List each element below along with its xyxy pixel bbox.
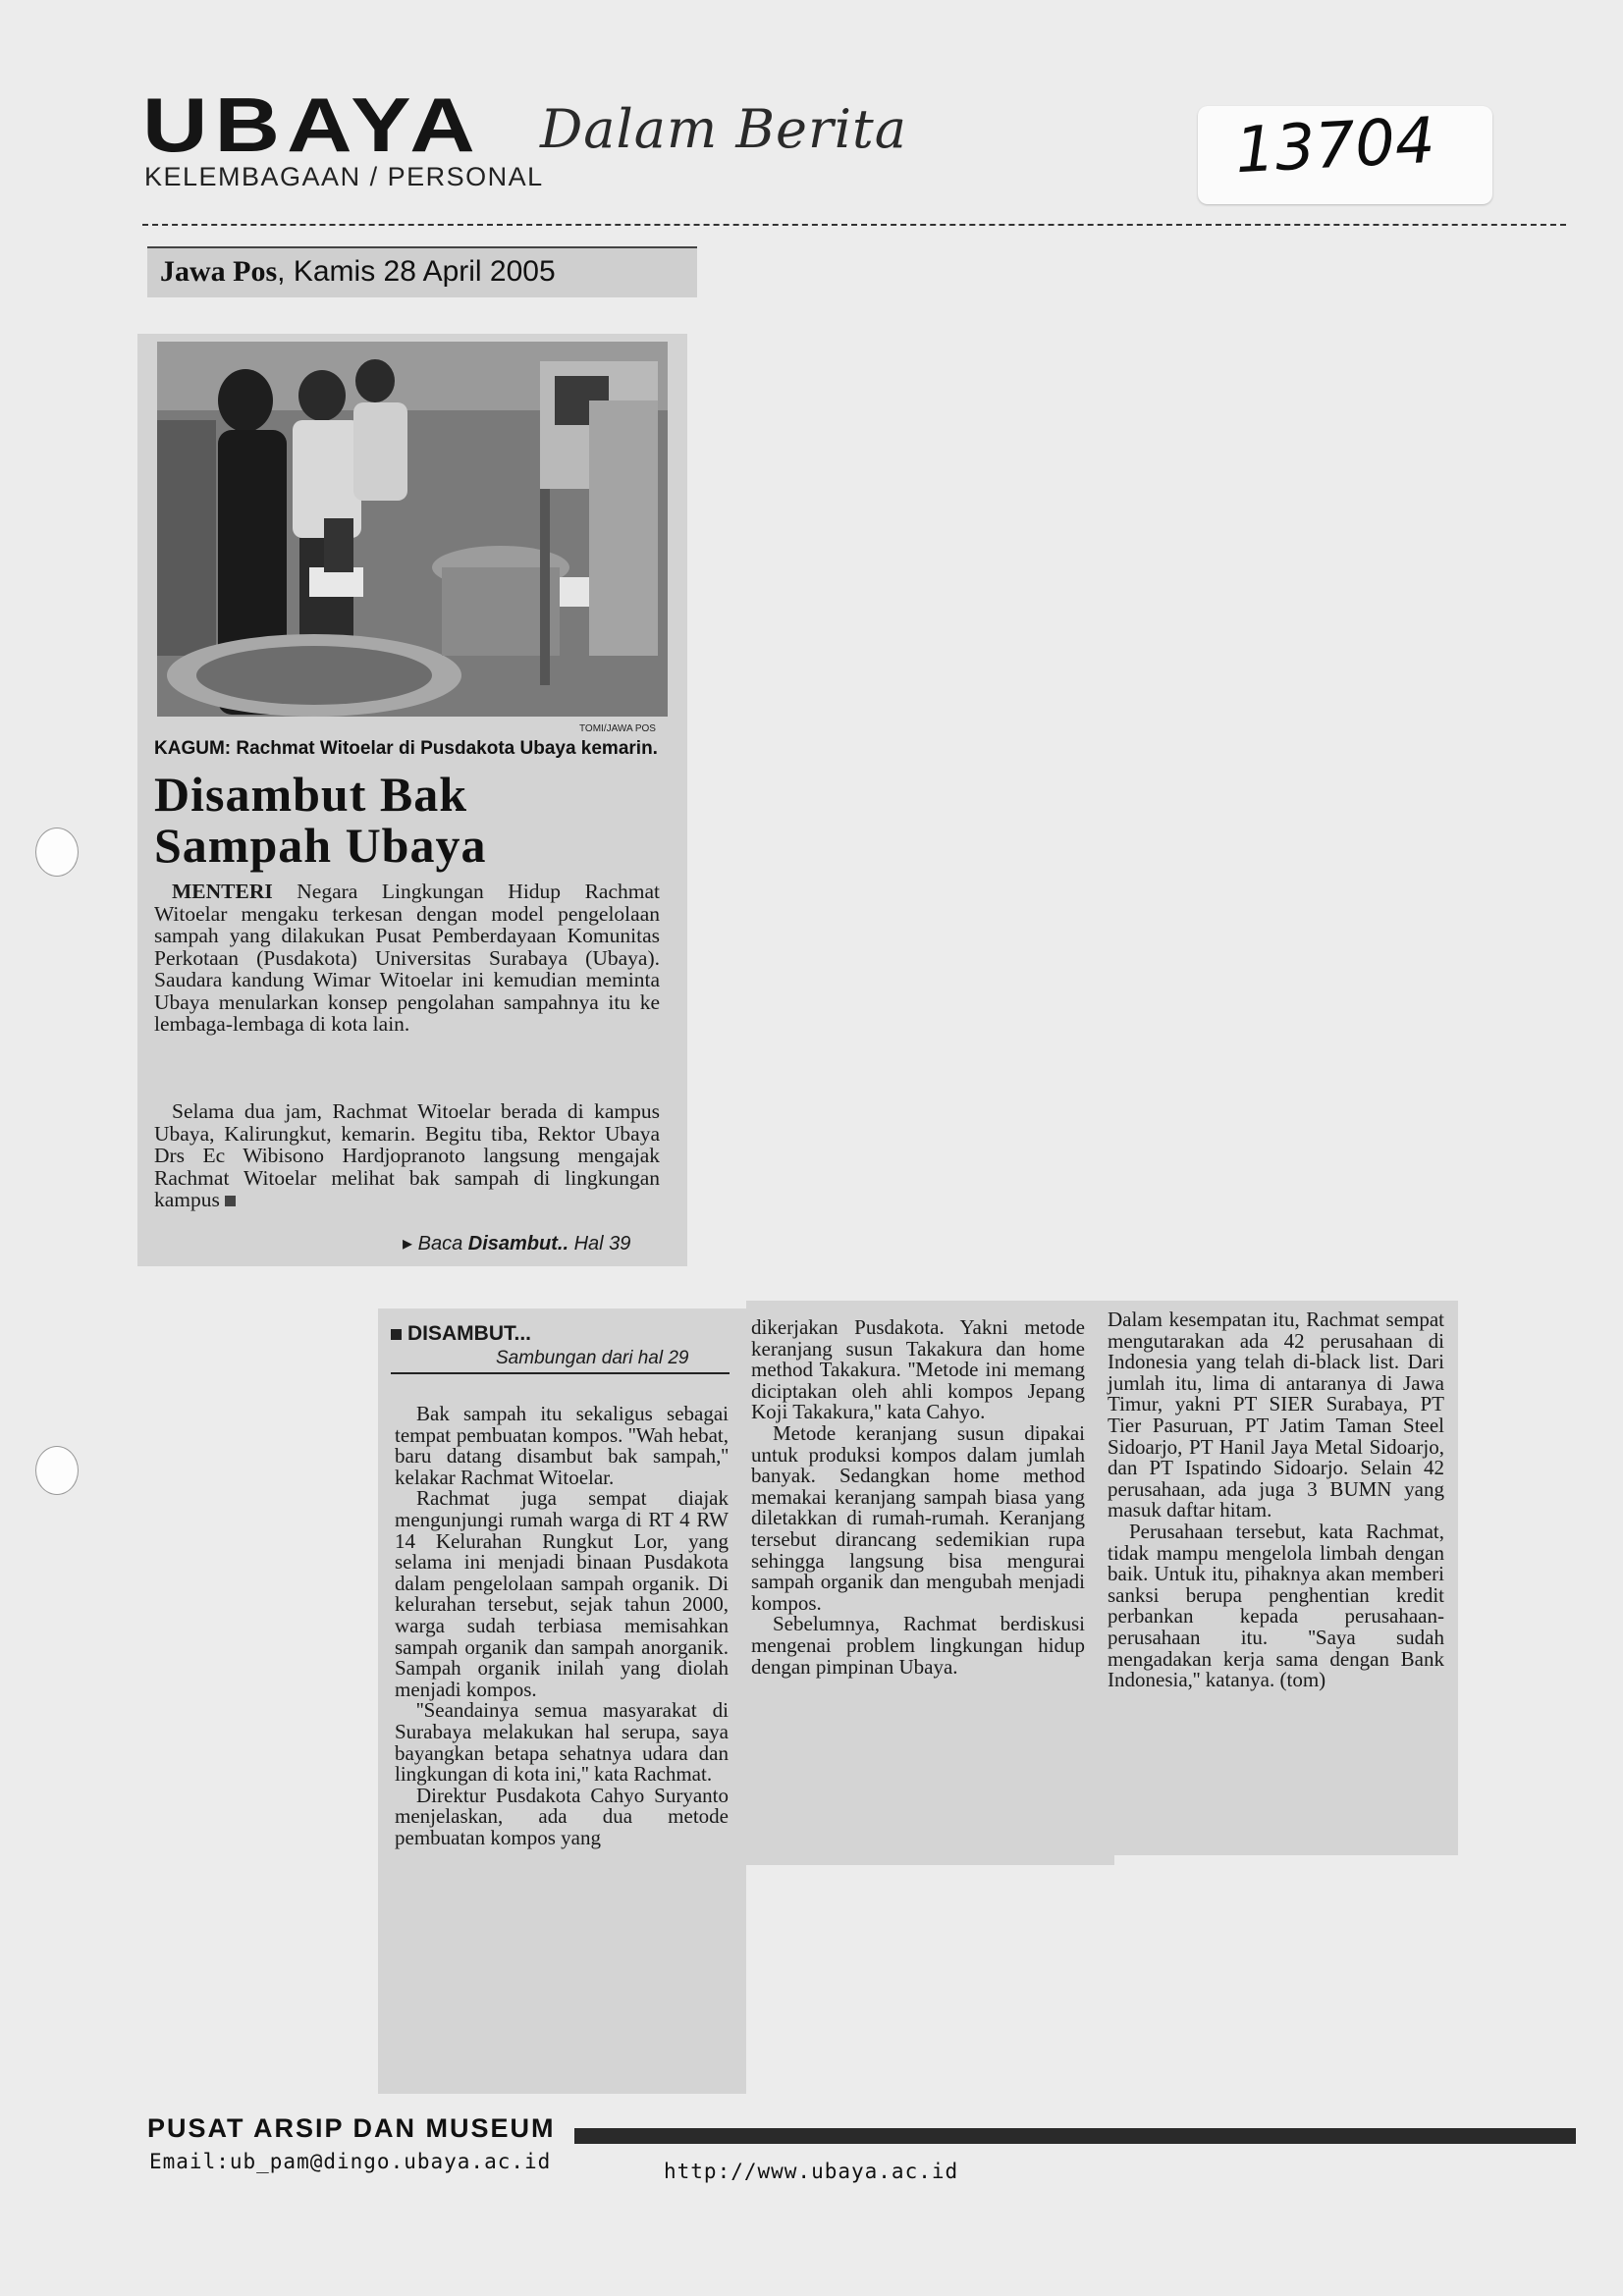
footer-bar xyxy=(574,2128,1576,2144)
headline-line: Disambut Bak xyxy=(154,767,468,822)
article-photo xyxy=(157,342,668,717)
punch-hole xyxy=(35,828,79,877)
headline xyxy=(154,769,675,871)
archive-number: 13704 xyxy=(1233,104,1437,188)
paragraph: Dalam kesempatan itu, Rachmat sempat mengutarakan ada 42 perusahaan di Indonesia yang telah di-black list. Dari jumlah itu, lima di antaranya di Jawa Timur, yakni PT SIER Surabaya, PT Tier Pasuruan, PT Jatim Taman Steel Sidoarjo, PT Hanil Jaya Metal Sidoarjo, dan PT Ispatindo Sidoarjo. Selain 42 perusahaan, ada juga 3 BUMN yang masuk daftar hitam. xyxy=(1108,1308,1444,1522)
column-text xyxy=(1108,1309,1444,1691)
source-label: Jawa Pos, Kamis 28 April 2005 xyxy=(160,255,556,288)
paragraph: Rachmat juga sempat diajak mengunjungi rumah warga di RT 4 RW 14 Kelurahan Rungkut Lor, yang selama ini menjadi binaan Pusdakota dalam pengelolaan sampah organik. Di kelurahan tersebut, sejak tahun 2000, warga sudah terbiasa memisahkan sampah organik dan sampah anorganik. Sampah organik inilah yang diolah menjadi kompos. xyxy=(395,1486,729,1701)
footer-email: Email:ub_pam@dingo.ubaya.ac.id xyxy=(149,2150,552,2173)
lead-text: Negara Lingkungan Hidup Rachmat Witoelar mengaku terkesan dengan model pengelolaan sampah yang dilakukan Pusat Pemberdayaan Komunitas Perkotaan (Pusdakota) Universitas Surabaya (Ubaya). Saudara kandung Wimar Witoelar ini kemudian meminta Ubaya menularkan konsep pengolahan sampahnya itu ke lembaga-lembaga di kota lain. xyxy=(154,880,660,1036)
footer-title: PUSAT ARSIP DAN MUSEUM xyxy=(147,2113,556,2143)
paragraph: Perusahaan tersebut, kata Rachmat, tidak mampu mengelola limbah dengan baik. Untuk itu, pihaknya akan memberi sanksi berupa penghentian kredit perbankan kepada perusahaan-perusahaan itu. ''Saya sudah mengadakan kerja sama dengan Bank Indonesia,'' katanya. (tom) xyxy=(1108,1519,1444,1692)
source-date: Kamis 28 April 2005 xyxy=(293,255,556,288)
header-subtitle: Dalam Berita xyxy=(540,98,907,160)
paragraph: Sebelumnya, Rachmat berdiskusi mengenai problem lingkungan hidup dengan pimpinan Ubaya. xyxy=(751,1612,1085,1679)
lead-first-word: MENTERI xyxy=(172,880,273,903)
column-text xyxy=(751,1317,1085,1678)
column-text xyxy=(395,1404,729,1848)
continuation-title xyxy=(391,1322,531,1346)
paragraph: dikerjakan Pusdakota. Yakni metode keranjang susun Takakura dan home method Takakura. ''Metode ini memang diciptakan oleh ahli kompos Jepang Koji Takakura,'' kata Cahyo. xyxy=(751,1315,1085,1424)
paragraph: ''Seandainya semua masyarakat di Surabaya melakukan hal serupa, saya bayangkan betapa sehatnya udara dan lingkungan di kota ini,'' kata Rachmat. xyxy=(395,1698,729,1787)
photo-caption: KAGUM: Rachmat Witoelar di Pusdakota Ubaya kemarin. xyxy=(154,738,658,759)
continue-page: Hal 39 xyxy=(573,1233,631,1255)
continued-on-link: ▸ Baca Disambut.. Hal 39 xyxy=(403,1233,631,1255)
photo-illustration xyxy=(157,342,668,717)
header-category: KELEMBAGAAN / PERSONAL xyxy=(144,162,544,191)
headline-line: Sampah Ubaya xyxy=(154,818,487,873)
continuation-divider xyxy=(391,1372,730,1374)
paragraph: Metode keranjang susun dipakai untuk produksi kompos dalam jumlah banyak. Sedangkan home method memakai keranjang sampah biasa yang diletakkan di rumah-rumah. Keranjang tersebut dirancang sedemikian rupa sehingga langsung bisa mengurai sampah organik dan mengubah menjadi kompos. xyxy=(751,1420,1085,1615)
continuation-title-text: DISAMBUT... xyxy=(407,1322,531,1345)
body-paragraph xyxy=(154,1100,660,1211)
source-publication: Jawa Pos xyxy=(160,255,278,288)
brand-logo: UBAYA xyxy=(142,81,482,168)
photo-credit: TOMI/JAWA POS xyxy=(579,723,656,734)
lead-paragraph xyxy=(154,881,660,1036)
paragraph: Direktur Pusdakota Cahyo Suryanto menjelaskan, ada dua metode pembuatan kompos yang xyxy=(395,1783,729,1849)
continuation-subtitle: Sambungan dari hal 29 xyxy=(496,1348,689,1368)
punch-hole xyxy=(35,1446,79,1495)
paragraph: Bak sampah itu sekaligus sebagai tempat pembuatan kompos. ''Wah hebat, baru datang disambut bak sampah,'' kelakar Rachmat Witoelar. xyxy=(395,1402,729,1489)
footer-url: http://www.ubaya.ac.id xyxy=(664,2160,959,2183)
header-divider xyxy=(142,224,1566,226)
continue-word: Disambut.. xyxy=(467,1233,569,1255)
body-text: Selama dua jam, Rachmat Witoelar berada di kampus Ubaya, Kalirungkut, kemarin. Begitu tiba, Rektor Ubaya Drs Ec Wibisono Hardjopranoto langsung mengajak Rachmat Witoelar melihat bak sampah di lingkungan kampus xyxy=(154,1099,660,1211)
continue-prefix: Baca xyxy=(417,1233,463,1255)
